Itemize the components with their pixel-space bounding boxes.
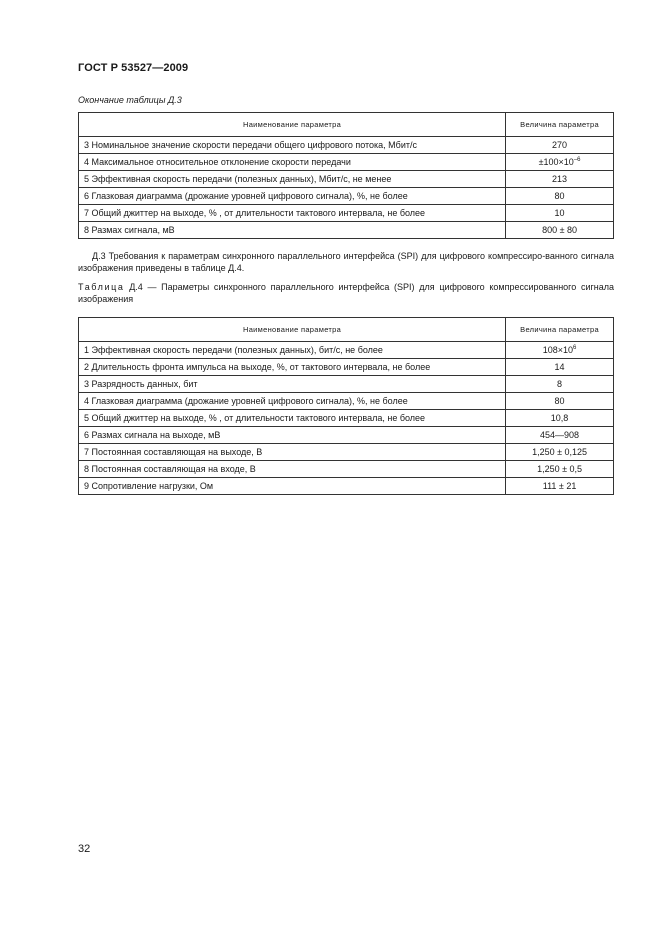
column-header-parameter-value: Величина параметра xyxy=(506,113,614,137)
table-row xyxy=(79,478,614,495)
page-number: 32 xyxy=(78,843,91,855)
parameter-name-cell: 5 Общий джиттер на выходе, % , от длительности тактового интервала, не более xyxy=(79,410,506,427)
parameter-name-cell: 6 Глазковая диаграмма (дрожание уровней цифрового сигнала), %, не более xyxy=(79,188,506,205)
table-d3-caption: Окончание таблицы Д.3 xyxy=(78,95,182,105)
standard-code-header: ГОСТ Р 53527—2009 xyxy=(78,62,189,74)
parameter-value-cell: 80 xyxy=(506,188,614,205)
parameter-name-cell: 7 Общий джиттер на выходе, % , от длительности тактового интервала, не более xyxy=(79,205,506,222)
table-d4 xyxy=(78,317,614,495)
parameter-name-cell: 1 Эффективная скорость передачи (полезных данных), бит/с, не более xyxy=(79,342,506,359)
parameter-value-cell: 80 xyxy=(506,393,614,410)
parameter-name-cell: 8 Постоянная составляющая на входе, В xyxy=(79,461,506,478)
table-header-row xyxy=(79,318,614,342)
parameter-value-cell xyxy=(506,154,614,171)
table-row xyxy=(79,393,614,410)
table-row xyxy=(79,359,614,376)
table-row xyxy=(79,137,614,154)
table-row xyxy=(79,427,614,444)
parameter-name-cell: 9 Сопротивление нагрузки, Ом xyxy=(79,478,506,495)
parameter-name-cell: 2 Длительность фронта импульса на выходе, %, от тактового интервала, не более xyxy=(79,359,506,376)
table-d3 xyxy=(78,112,614,239)
table-row xyxy=(79,222,614,239)
parameter-name-cell: 8 Размах сигнала, мВ xyxy=(79,222,506,239)
value-base: ±100×10 xyxy=(538,156,574,167)
table-row xyxy=(79,205,614,222)
parameter-value-cell: 1,250 ± 0,5 xyxy=(506,461,614,478)
table-d4-caption-text: Д.4 — Параметры синхронного параллельного интерфейса (SPI) для цифрового компрессированного сигнала изображения xyxy=(78,282,614,304)
parameter-value-cell: 8 xyxy=(506,376,614,393)
parameter-name-cell: 4 Максимальное относительное отклонение скорости передачи xyxy=(79,154,506,171)
table-row xyxy=(79,154,614,171)
parameter-name-cell: 3 Номинальное значение скорости передачи общего цифрового потока, Мбит/с xyxy=(79,137,506,154)
value-exponent: –6 xyxy=(573,156,581,163)
column-header-parameter-value: Величина параметра xyxy=(506,318,614,342)
parameter-name-cell: 3 Разрядность данных, бит xyxy=(79,376,506,393)
table-header-row xyxy=(79,113,614,137)
parameter-value-cell: 270 xyxy=(506,137,614,154)
paragraph-d3: Д.3 Требования к параметрам синхронного параллельного интерфейса (SPI) для цифрового компрессиро-ванного сигнала изображения приведены в таблице Д.4. xyxy=(78,251,614,273)
parameter-value-cell: 1,250 ± 0,125 xyxy=(506,444,614,461)
parameter-value-cell: 14 xyxy=(506,359,614,376)
table-d4-caption xyxy=(78,281,614,305)
parameter-name-cell: 5 Эффективная скорость передачи (полезных данных), Мбит/с, не менее xyxy=(79,171,506,188)
parameter-name-cell: 4 Глазковая диаграмма (дрожание уровней цифрового сигнала), %, не более xyxy=(79,393,506,410)
value-base: 108×10 xyxy=(542,344,574,355)
column-header-parameter-name: Наименование параметра xyxy=(79,113,506,137)
column-header-parameter-name: Наименование параметра xyxy=(79,318,506,342)
table-row xyxy=(79,342,614,359)
parameter-value-cell: 454—908 xyxy=(506,427,614,444)
parameter-value-cell xyxy=(506,342,614,359)
table-row xyxy=(79,376,614,393)
parameter-value-cell: 213 xyxy=(506,171,614,188)
parameter-value-cell: 111 ± 21 xyxy=(506,478,614,495)
table-row xyxy=(79,188,614,205)
table-row xyxy=(79,444,614,461)
parameter-name-cell: 7 Постоянная составляющая на выходе, В xyxy=(79,444,506,461)
parameter-name-cell: 6 Размах сигнала на выходе, мВ xyxy=(79,427,506,444)
table-row xyxy=(79,171,614,188)
parameter-value-cell: 10 xyxy=(506,205,614,222)
table-d4-caption-label: Таблица xyxy=(78,282,125,292)
value-exponent: 6 xyxy=(573,344,577,351)
table-row xyxy=(79,461,614,478)
table-row xyxy=(79,410,614,427)
parameter-value-cell: 800 ± 80 xyxy=(506,222,614,239)
parameter-value-cell: 10,8 xyxy=(506,410,614,427)
